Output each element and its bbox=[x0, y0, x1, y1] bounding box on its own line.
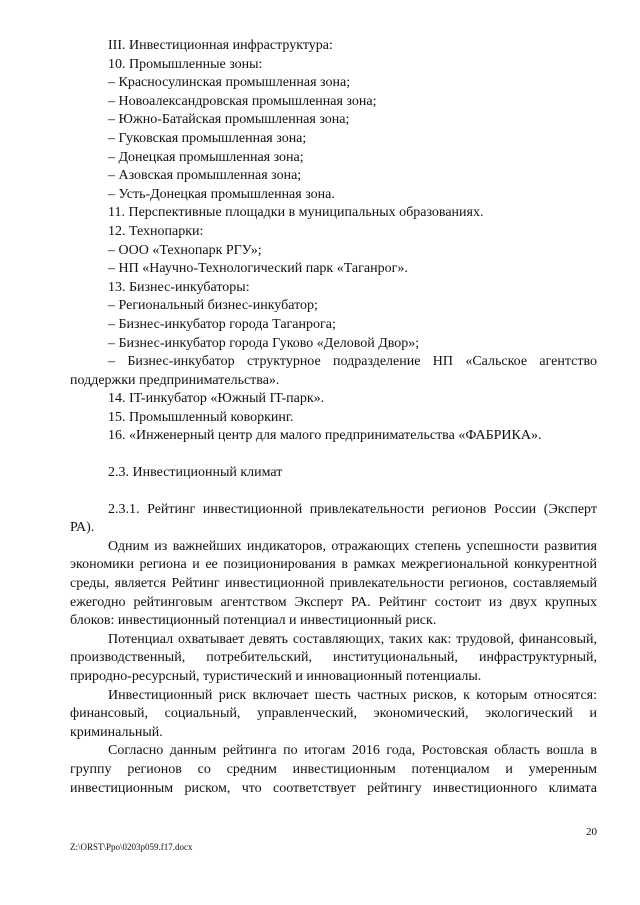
list-item: – Донецкая промышленная зона; bbox=[108, 149, 304, 165]
file-path-footer: Z:\ORST\Ppo\0203p059.f17.docx bbox=[70, 842, 193, 852]
list-item: 11. Перспективные площадки в муниципальных образованиях. bbox=[108, 205, 484, 221]
infrastructure-list-continued bbox=[70, 390, 597, 446]
paragraph-indicators: Одним из важнейших индикаторов, отражающих степень успешности развития экономики региона и ее позиционирования в рамках межрегиональной конкурентной среды, является Рейтинг инвестиционной привлекательности регионов, составляемый ежегодно рейтинговым агентством Эксперт РА. Рейтинг состоит из двух крупных блоков: инвестиционный потенциал и инвестиционный риск. bbox=[70, 538, 597, 629]
document-body bbox=[70, 37, 597, 798]
list-item: 13. Бизнес-инкубаторы: bbox=[108, 279, 250, 295]
list-item: 16. «Инженерный центр для малого предпринимательства «ФАБРИКА». bbox=[108, 428, 542, 444]
list-item-sagency: – Бизнес-инкубатор структурное подразделение НП «Сальское агентство поддержки предпринимательства». bbox=[70, 354, 597, 388]
infrastructure-list bbox=[70, 37, 597, 353]
list-item: – Бизнес-инкубатор города Гуково «Деловой Двор»; bbox=[108, 335, 420, 351]
list-item: – Азовская промышленная зона; bbox=[108, 168, 302, 184]
page-number: 20 bbox=[586, 826, 597, 838]
list-item: 14. IT-инкубатор «Южный IT-парк». bbox=[108, 391, 325, 407]
list-item: – Бизнес-инкубатор города Таганрога; bbox=[108, 316, 336, 332]
list-item: III. Инвестиционная инфраструктура: bbox=[108, 38, 333, 53]
paragraph-rating-2016: Согласно данным рейтинга по итогам 2016 года, Ростовская область вошла в группу регионов со средним инвестиционным потенциалом и умеренным инвестиционным риском, что соответствует рейтингу инвестиционного климата bbox=[70, 743, 597, 796]
list-item: 12. Технопарки: bbox=[108, 223, 204, 239]
list-item: – Гуковская промышленная зона; bbox=[108, 130, 307, 146]
list-item: – Новоалександровская промышленная зона; bbox=[108, 93, 377, 109]
paragraph-potential: Потенциал охватывает девять составляющих, таких как: трудовой, финансовый, производственный, потребительский, институциональный, инфраструктурный, природно-ресурсный, туристический и инновационный потенциалы. bbox=[70, 631, 597, 684]
list-item: – Южно-Батайская промышленная зона; bbox=[108, 112, 350, 128]
subsection-heading: 2.3.1. Рейтинг инвестиционной привлекательности регионов России (Эксперт РА). bbox=[70, 501, 597, 536]
list-item: 10. Промышленные зоны: bbox=[108, 56, 263, 72]
list-item: – Красносулинская промышленная зона; bbox=[108, 75, 351, 91]
list-item: – Региональный бизнес-инкубатор; bbox=[108, 298, 318, 314]
paragraph-risk: Инвестиционный риск включает шесть частных рисков, к которым относятся: финансовый, социальный, управленческий, экономический, экологический и криминальный. bbox=[70, 687, 597, 740]
list-item: 15. Промышленный коворкинг. bbox=[108, 409, 294, 425]
list-item: – ООО «Технопарк РГУ»; bbox=[108, 242, 262, 258]
section-heading: 2.3. Инвестиционный климат bbox=[108, 465, 283, 481]
list-item: – Усть-Донецкая промышленная зона. bbox=[108, 186, 335, 202]
list-item: – НП «Научно-Технологический парк «Таганрог». bbox=[108, 261, 408, 277]
